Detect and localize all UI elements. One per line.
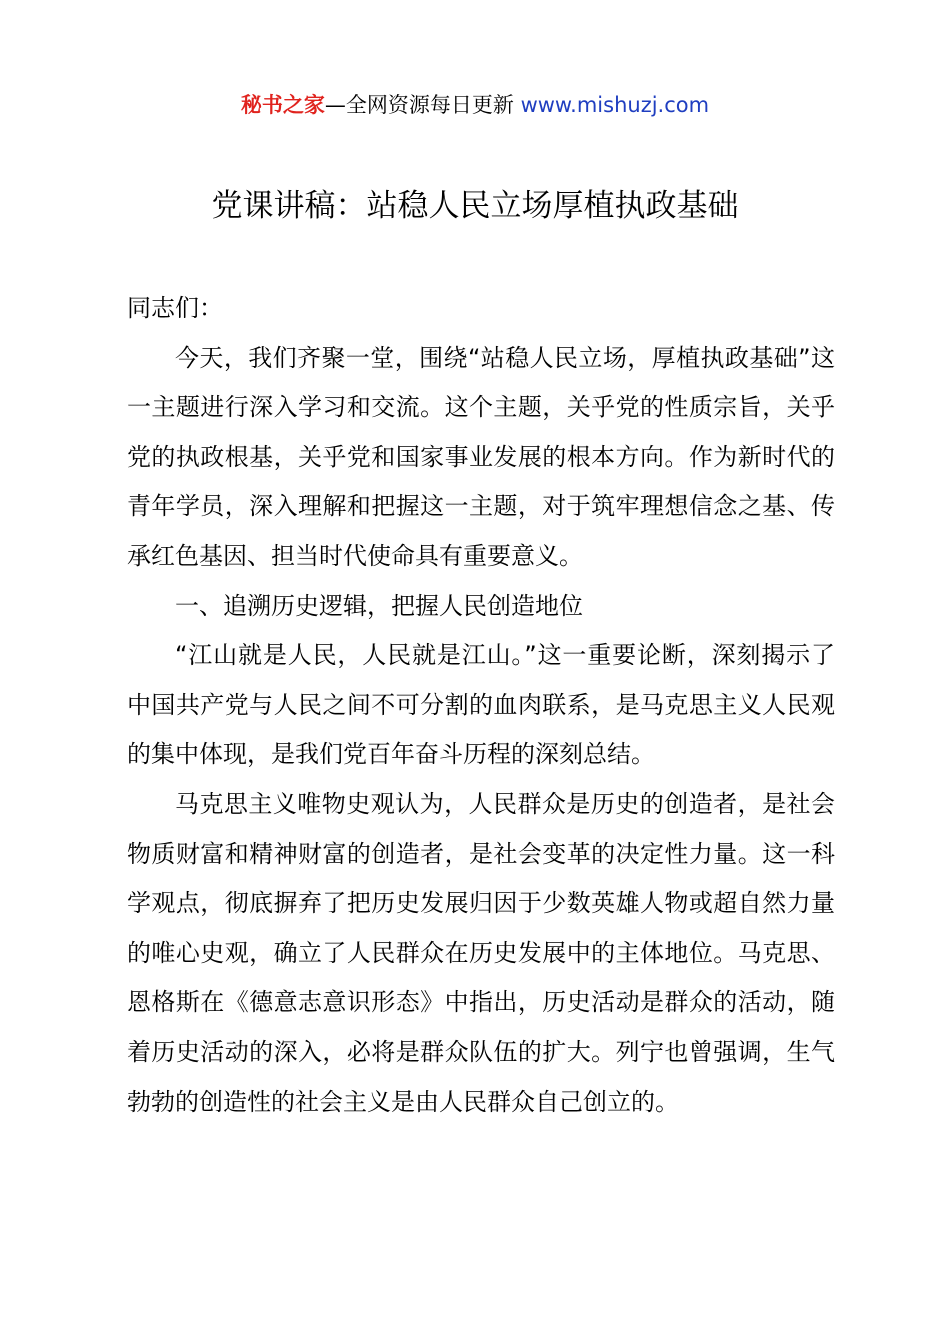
site-brand: 秘书之家: [240, 93, 325, 117]
document-title: 党课讲稿：站稳人民立场厚植执政基础: [211, 188, 739, 224]
paragraph-marxism: 马克思主义唯物史观认为，人民群众是历史的创造者，是社会物质财富和精神财富的创造者，是社会变革的决定性力量。这一科学观点，彻底摒弃了把历史发展归因于少数英雄人物或超自然力量的唯心史观，确立了人民群众在历史发展中的主体地位。马克思、恩格斯在《德意志意识形态》中指出，历史活动是群众的活动，随着历史活动的深入，必将是群众队伍的扩大。列宁也曾强调，生气勃勃的创造性的社会主义是由人民群众自己创立的。: [127, 789, 835, 1116]
document-body: [127, 284, 835, 1127]
paragraph-intro: 今天，我们齐聚一堂，围绕“站稳人民立场，厚植执政基础”这一主题进行深入学习和交流。这个主题，关乎党的性质宗旨，关乎党的执政根基，关乎党和国家事业发展的根本方向。作为新时代的青年学员，深入理解和把握这一主题，对于筑牢理想信念之基、传承红色基因、担当时代使命具有重要意义。: [127, 343, 835, 570]
site-tagline: —全网资源每日更新: [324, 93, 521, 117]
site-header: [0, 88, 950, 122]
section-heading: 一、追溯历史逻辑，把握人民创造地位: [175, 591, 583, 620]
salutation: 同志们：: [127, 294, 223, 322]
site-url-link[interactable]: www.mishuzj.com: [520, 93, 710, 117]
paragraph-quote: “江山就是人民，人民就是江山。”这一重要论断，深刻揭示了中国共产党与人民之间不可分割的血肉联系，是马克思主义人民观的集中体现，是我们党百年奋斗历程的深刻总结。: [127, 641, 835, 769]
